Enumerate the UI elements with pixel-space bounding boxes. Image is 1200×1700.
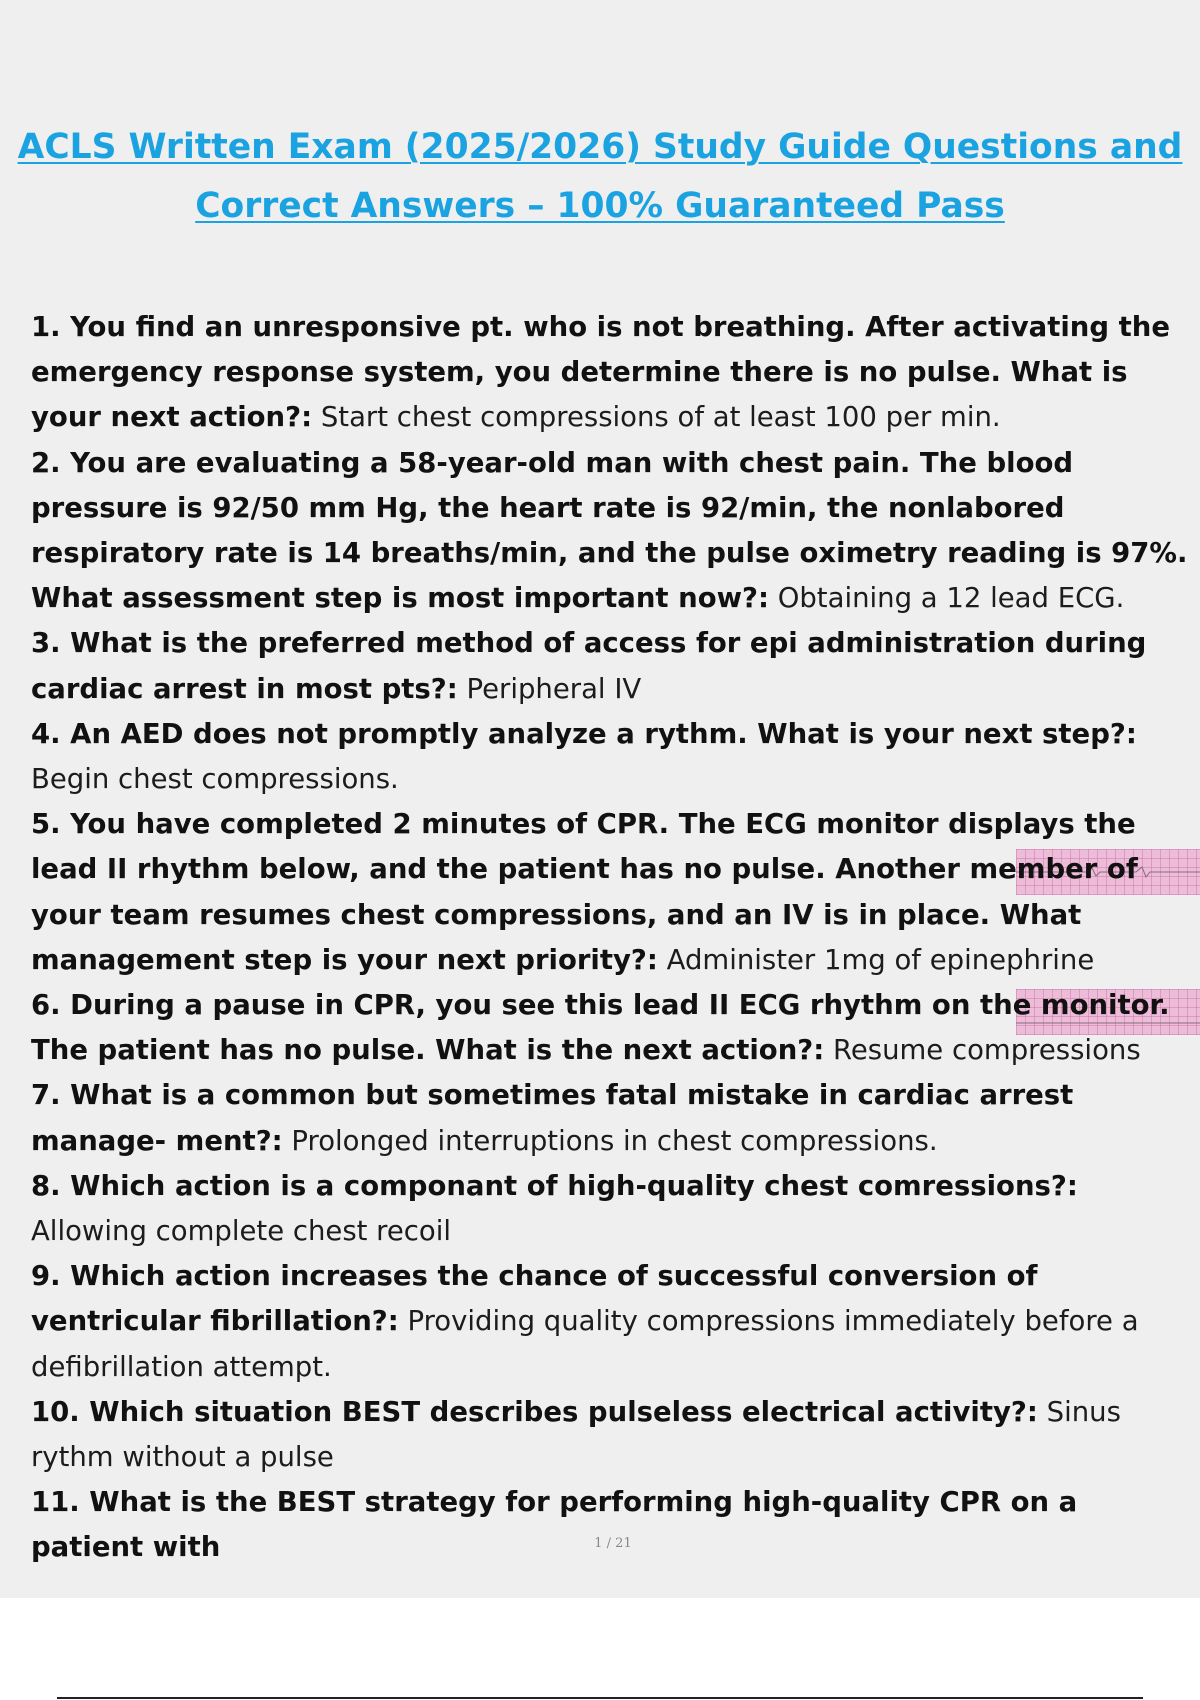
answer-text: Obtaining a 12 lead ECG.: [777, 582, 1125, 615]
document-title: [0, 118, 1200, 236]
answer-text: Begin chest compressions.: [31, 763, 399, 796]
answer-text: Start chest compressions of at least 100 per min.: [320, 401, 1001, 434]
qa-item-1: [31, 305, 1191, 441]
question-text: 9. Which action increases the chance of successful conversion of ventricular fibrillation?:: [31, 1260, 1038, 1338]
answer-text: Providing quality compressions immediately before a defibrillation attempt.: [31, 1305, 1139, 1383]
answer-text: Allowing complete chest recoil: [31, 1215, 452, 1248]
answer-text: Resume compressions: [832, 1034, 1141, 1067]
question-text: 1. You find an unresponsive pt. who is not breathing. After activating the emergency response system, you determine there is no pulse. What is your next action?:: [31, 311, 1170, 434]
question-list: [31, 305, 1191, 1571]
qa-item-4: [31, 712, 1191, 802]
qa-item-5: [31, 802, 1191, 983]
page-number: 1 / 21: [594, 1536, 632, 1551]
title-line-1: ACLS Written Exam (2025/2026) Study Guide Questions and: [17, 127, 1183, 167]
question-text: 10. Which situation BEST describes pulseless electrical activity?:: [31, 1395, 1038, 1428]
qa-item-3: [31, 621, 1191, 711]
answer-text: Prolonged interruptions in chest compressions.: [291, 1124, 938, 1157]
qa-item-9: [31, 1254, 1191, 1390]
answer-text: Peripheral IV: [466, 672, 642, 705]
answer-text: Sinus rythm without a pulse: [31, 1395, 1121, 1474]
qa-item-2: [31, 441, 1191, 622]
qa-item-11: [31, 1480, 1191, 1570]
question-text: 5. You have completed 2 minutes of CPR. The ECG monitor displays the lead II rhythm below, and the patient has no pulse. Another member of your team resumes chest compressions, and an IV is in place. What management step is your next priority?:: [31, 808, 1138, 976]
question-text: 3. What is the preferred method of access for epi administration during cardiac arrest in most pts?:: [31, 627, 1147, 705]
question-text: 4. An AED does not promptly analyze a rythm. What is your next step?:: [31, 717, 1137, 750]
qa-item-10: [31, 1390, 1191, 1480]
question-text: 6. During a pause in CPR, you see this lead II ECG rhythm on the monitor. The patient has no pulse. What is the next action?:: [31, 989, 1170, 1067]
question-text: 8. Which action is a componant of high-quality chest comressions?:: [31, 1169, 1078, 1202]
question-text: 7. What is a common but sometimes fatal mistake in cardiac arrest manage- ment?:: [31, 1079, 1074, 1157]
question-text: 11. What is the BEST strategy for performing high-quality CPR on a patient with: [31, 1486, 1078, 1564]
title-line-2: Correct Answers – 100% Guaranteed Pass: [195, 186, 1005, 226]
qa-item-8: [31, 1164, 1191, 1254]
question-text: 2. You are evaluating a 58-year-old man with chest pain. The blood pressure is 92/50 mm Hg, the heart rate is 92/min, the nonlabored respiratory rate is 14 breaths/min, and the pulse oximetry reading is 97%. What assessment step is most important now?:: [31, 446, 1188, 615]
qa-item-6: [31, 983, 1191, 1073]
qa-item-7: [31, 1073, 1191, 1163]
next-page-divider: [57, 1697, 1143, 1699]
answer-text: Administer 1mg of epinephrine: [666, 943, 1095, 976]
